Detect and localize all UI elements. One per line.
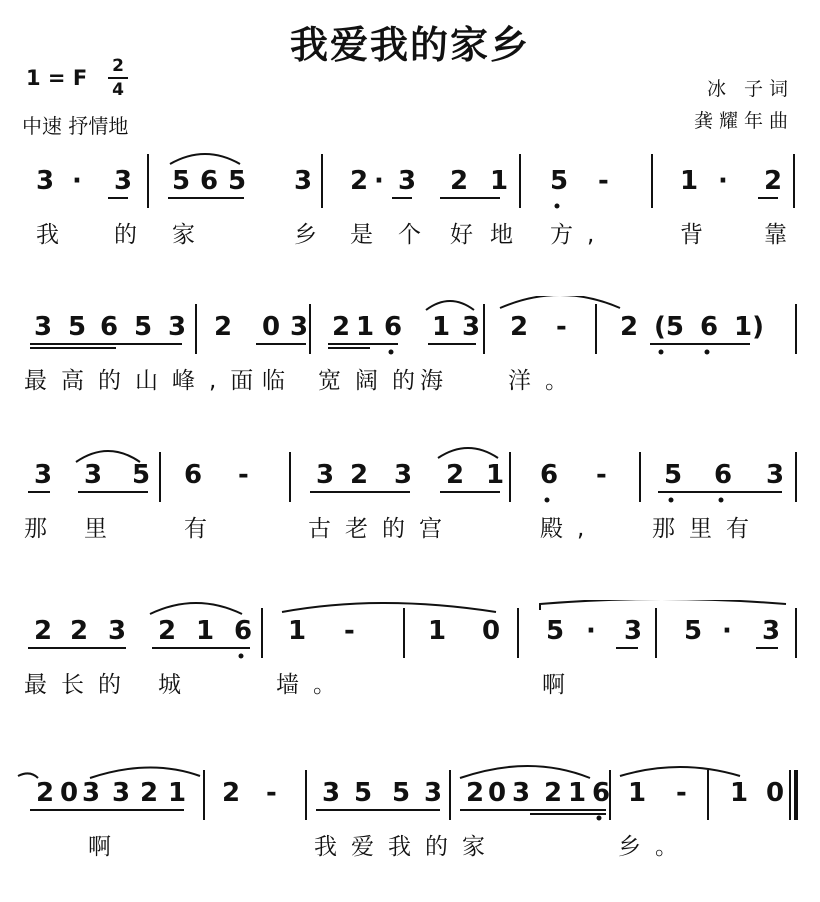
note: 6 [540,460,559,490]
note: 5 [68,312,87,342]
note: 1 [730,778,749,808]
note: 6 [184,460,203,490]
note: 3 [84,460,103,490]
note: 3 [82,778,101,808]
note: 2 [350,166,369,196]
note: · [718,166,728,196]
note: 5 [172,166,191,196]
note: 3 [322,778,341,808]
note: · [72,166,82,196]
note: 5 [664,460,683,490]
lyric: 家 [172,222,209,248]
score-row-1 [0,150,820,290]
score-row-5 [0,762,820,902]
note: 1 [568,778,587,808]
song-title: 我爱我的家乡 [289,22,530,67]
note: 6 [700,312,719,342]
score-row-3 [0,444,820,584]
note: · [586,616,596,646]
note: 3 [766,460,785,490]
note: 3 [424,778,443,808]
note: 3 [512,778,531,808]
lyric: 那 [24,516,61,542]
note: (5 [654,312,684,342]
note: 3 [398,166,417,196]
note: 2 [350,460,369,490]
note: 0 [60,778,79,808]
note: 2 [620,312,639,342]
note: - [676,778,687,808]
lyric: 地 [490,222,527,248]
lyric: 临 [262,368,299,394]
note: 6 [384,312,403,342]
lyric: 古老的宫 [308,516,456,542]
note: 0 [482,616,501,646]
note: 5 [550,166,569,196]
note: 3 [624,616,643,646]
note: 3 [168,312,187,342]
lyric: 墙。 [276,672,350,698]
lyric: 城 [158,672,195,698]
lyric: 有 [184,516,221,542]
lyric: 我爱我的家 [314,834,499,860]
lyric: 洋。 [508,368,582,394]
lyricist-credit: 冰 子词 [706,78,794,100]
note: 1 [486,460,505,490]
note: 2 [214,312,233,342]
score-row-4 [0,600,820,740]
note: 2 [332,312,351,342]
note: 5 [228,166,247,196]
note: 2 [510,312,529,342]
note: 2 [34,616,53,646]
lyric: 好 [450,222,487,248]
note: 3 [36,166,55,196]
note: 2 [222,778,241,808]
note: 1 [680,166,699,196]
note: 0 [262,312,281,342]
note: 2 [70,616,89,646]
note: 0 [488,778,507,808]
note: 3 [114,166,133,196]
note: 3 [762,616,781,646]
lyric: 乡。 [618,834,692,860]
note: 1) [734,312,764,342]
note: · [374,166,384,196]
lyric: 海 [420,368,457,394]
note: 5 [684,616,703,646]
lyric: 最长的 [24,672,135,698]
note: · [722,616,732,646]
lyric: 最高的山峰,面 [24,368,268,394]
note: 5 [392,778,411,808]
note: 5 [132,460,151,490]
note: 6 [714,460,733,490]
lyric: 殿, [540,516,599,542]
note: 2 [446,460,465,490]
lyric: 那里有 [652,516,763,542]
note: 2 [140,778,159,808]
note: 3 [112,778,131,808]
note: 6 [234,616,253,646]
time-signature [108,56,128,100]
note: 6 [100,312,119,342]
lyric: 的 [114,222,151,248]
note: 1 [196,616,215,646]
note: - [596,460,607,490]
row-2-markings [0,296,820,416]
lyric: 乡 [294,222,331,248]
lyric: 宽阔的 [318,368,429,394]
lyric: 靠 [764,222,801,248]
note: 6 [200,166,219,196]
note: 3 [34,460,53,490]
note: 2 [764,166,783,196]
time-signature-bottom: 4 [112,80,124,100]
note: - [266,778,277,808]
note: 2 [36,778,55,808]
key-signature: 1 = F [26,66,88,90]
note: 1 [490,166,509,196]
note: 3 [290,312,309,342]
note: - [556,312,567,342]
composer-credit: 龚耀年曲 [693,110,794,132]
lyric: 我 [36,222,73,248]
note: 1 [428,616,447,646]
note: 3 [108,616,127,646]
tempo-marking: 中速 抒情地 [22,114,129,138]
lyric: 背 [680,222,717,248]
note: 1 [432,312,451,342]
note: 5 [546,616,565,646]
note: 2 [544,778,563,808]
note: - [598,166,609,196]
score-row-2 [0,296,820,436]
note: 5 [134,312,153,342]
lyric: 方, [550,222,609,248]
note: 5 [354,778,373,808]
note: 6 [592,778,611,808]
note: 1 [168,778,187,808]
lyric: 个 [398,222,435,248]
note: 3 [34,312,53,342]
note: 3 [394,460,413,490]
lyric: 啊 [88,834,125,860]
note: - [238,460,249,490]
time-signature-top: 2 [112,56,124,76]
note: 2 [158,616,177,646]
note: 3 [316,460,335,490]
lyric: 是 [350,222,387,248]
lyric: 里 [84,516,121,542]
note: 2 [450,166,469,196]
note: 3 [294,166,313,196]
note: 2 [466,778,485,808]
note: - [344,616,355,646]
lyric: 啊 [542,672,579,698]
note: 1 [628,778,647,808]
note: 1 [288,616,307,646]
note: 0 [766,778,785,808]
note: 1 [356,312,375,342]
note: 3 [462,312,481,342]
